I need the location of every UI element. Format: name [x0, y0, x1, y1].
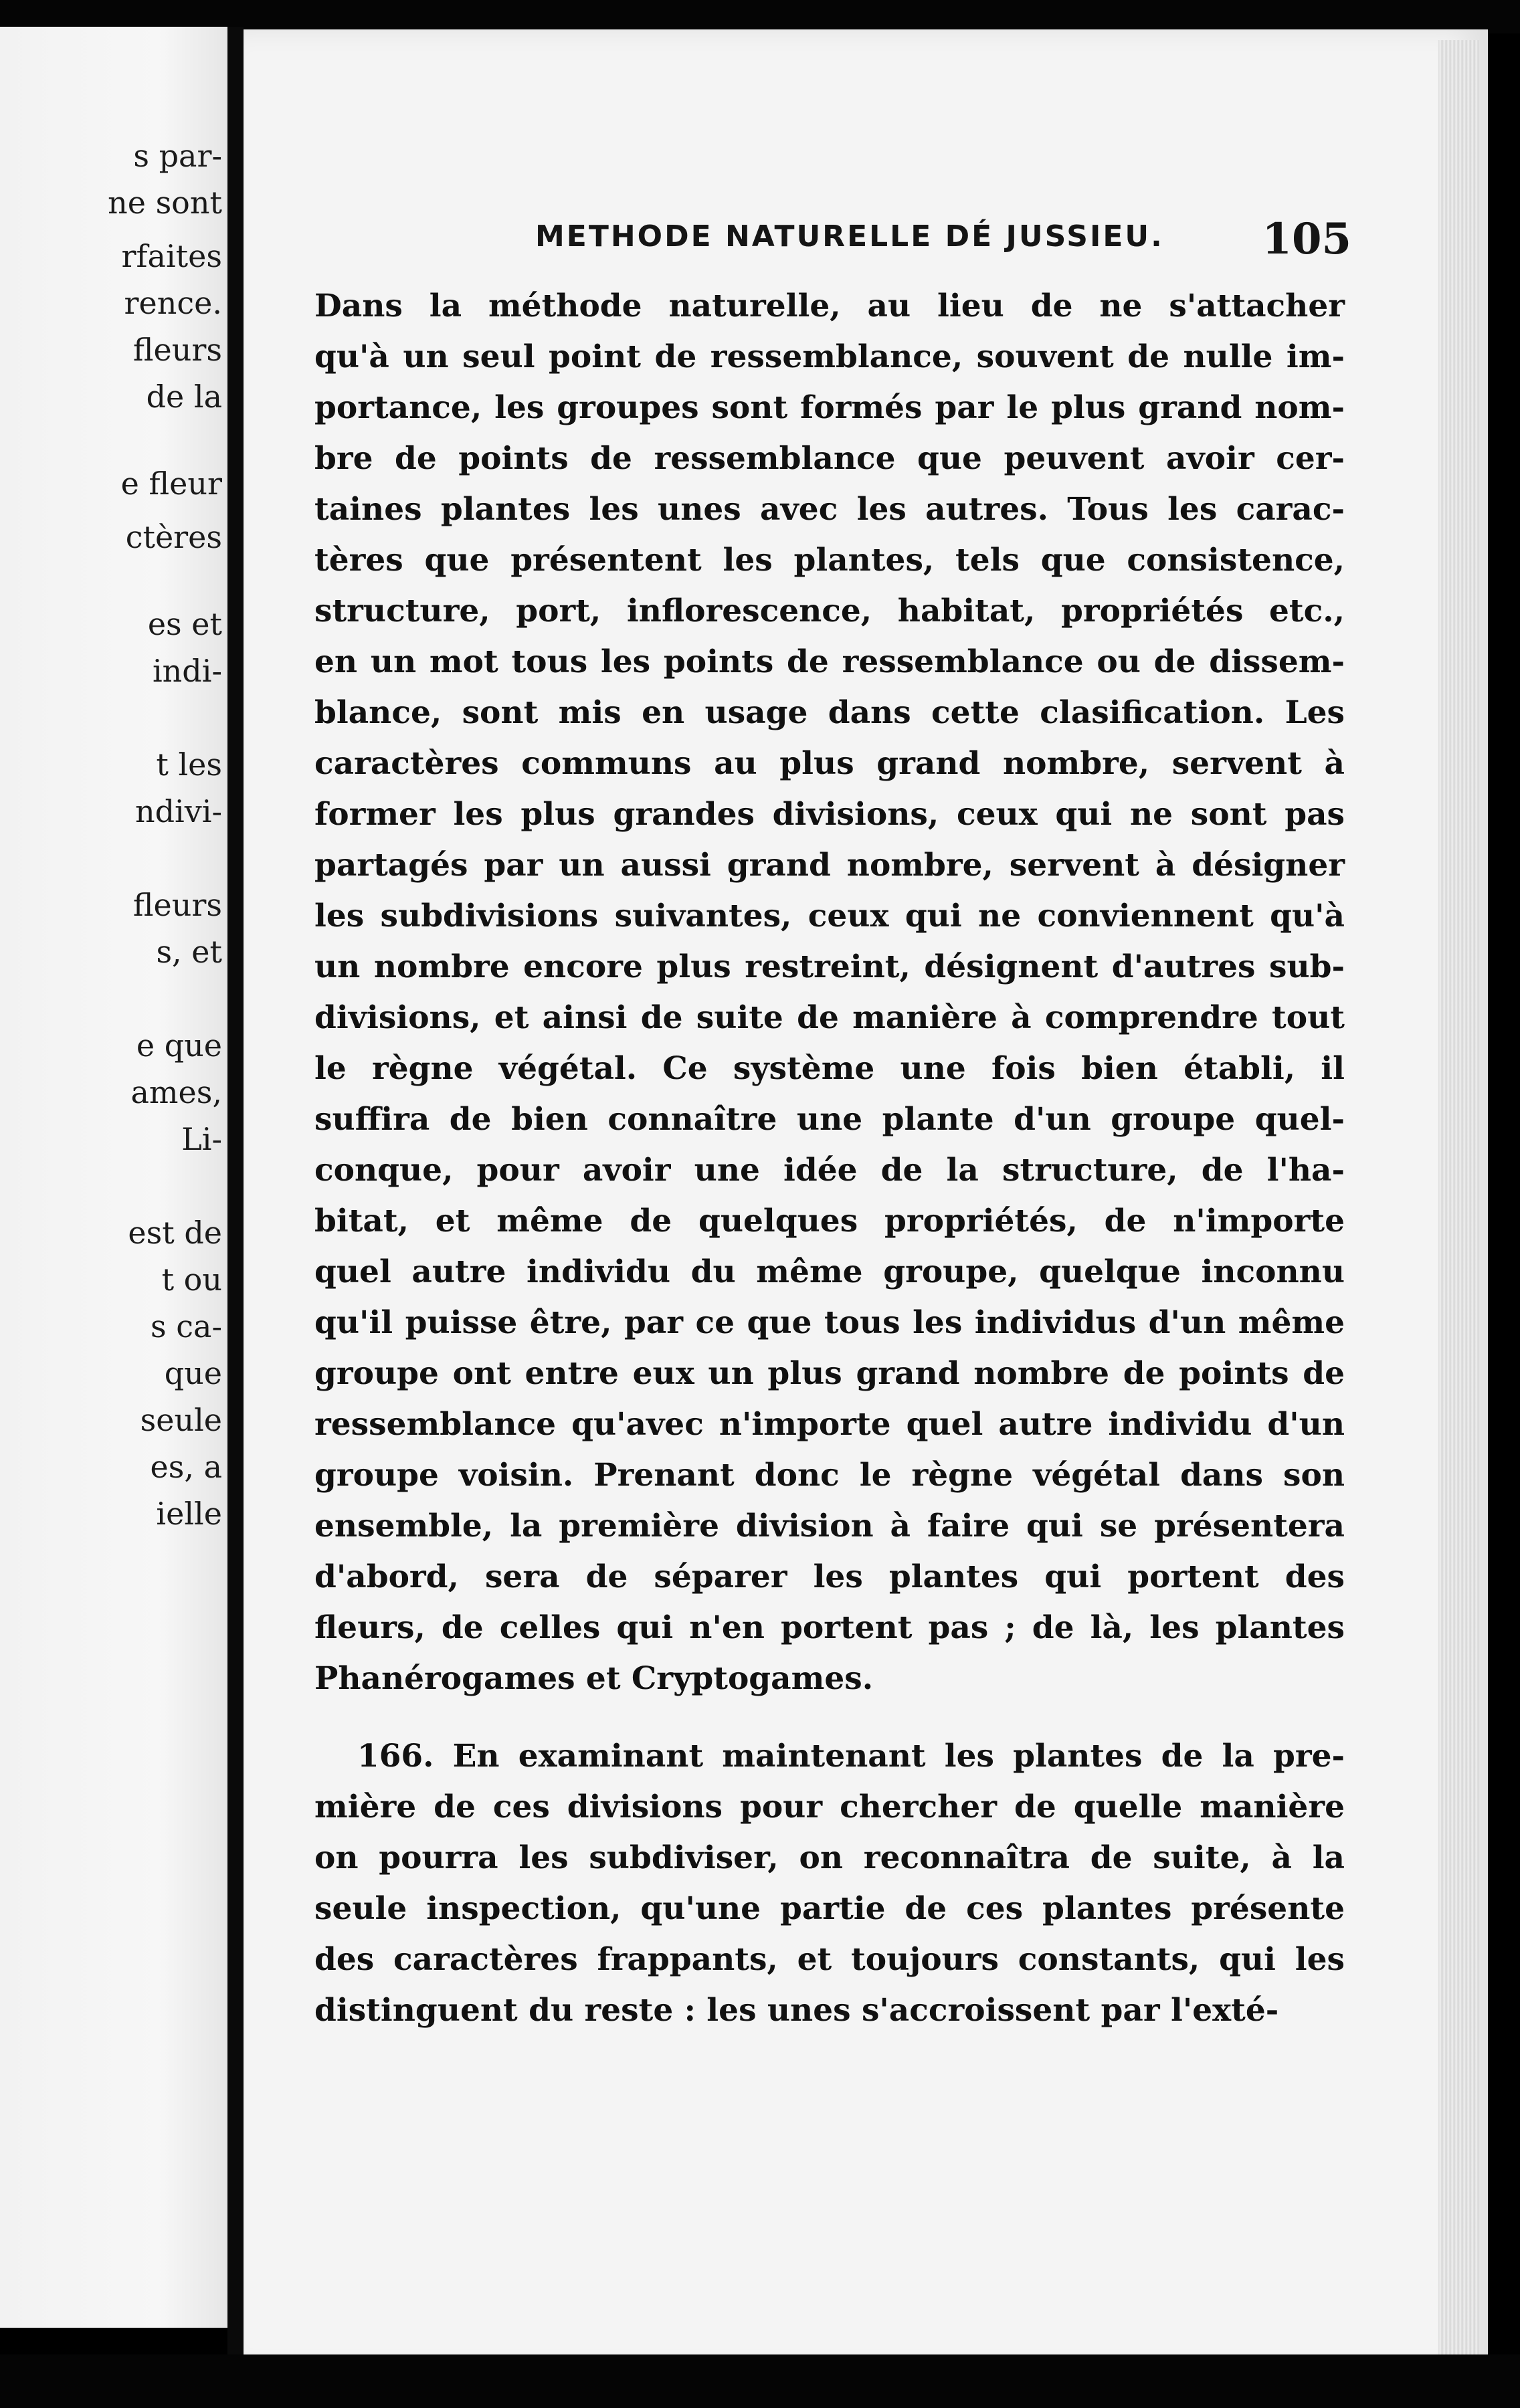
paragraph-1 [314, 281, 1345, 1704]
text-line: seule inspection, qu'une partie de ces plantes présente [314, 1890, 1345, 1927]
text-line: former les plus grandes divisions, ceux qui ne sont pas [314, 796, 1345, 833]
previous-page-line-fragment: indi- [152, 653, 222, 689]
paragraph-2 [314, 1731, 1345, 2036]
previous-page-line-fragment: fleurs [132, 332, 222, 368]
scan-bottom-border [0, 2354, 1520, 2408]
running-header [294, 214, 1351, 264]
text-line: Dans la méthode naturelle, au lieu de ne s'attacher [314, 288, 1345, 324]
previous-page-line-fragment: ne sont [108, 185, 222, 221]
text-line: groupe voisin. Prenant donc le règne végétal dans son [314, 1457, 1345, 1494]
previous-page-line-fragment: s, et [156, 934, 222, 970]
text-line: Phanérogames et Cryptogames. [314, 1660, 874, 1697]
previous-page-line-fragment: s par- [133, 138, 222, 174]
previous-page-line-fragment: ielle [156, 1496, 222, 1532]
text-line: fleurs, de celles qui n'en portent pas ; de là, les plantes [314, 1609, 1345, 1646]
text-line: conque, pour avoir une idée de la structure, de l'ha- [314, 1152, 1345, 1189]
previous-page-text-column [107, 27, 227, 2328]
text-line: ressemblance qu'avec n'importe quel autre individu d'un [314, 1406, 1345, 1443]
previous-page-line-fragment: e que [136, 1027, 222, 1064]
previous-page-line-fragment: seule [140, 1402, 222, 1438]
text-line: on pourra les subdiviser, on reconnaîtra de suite, à la [314, 1839, 1345, 1876]
previous-page-fragment [0, 27, 227, 2328]
running-title: METHODE NATURELLE DÉ JUSSIEU. [535, 219, 1164, 254]
previous-page-line-fragment: ctères [125, 519, 222, 555]
text-line: caractères communs au plus grand nombre, servent à [314, 745, 1345, 782]
text-line: divisions, et ainsi de suite de manière à comprendre tout [314, 999, 1345, 1036]
text-line: distinguent du reste : les unes s'accroissent par l'exté- [314, 1992, 1279, 2029]
page-stack-edge [1438, 40, 1479, 2354]
text-line: 166. En examinant maintenant les plantes de la pre- [357, 1738, 1345, 1775]
body-text [314, 281, 1345, 2036]
text-line: groupe ont entre eux un plus grand nombre de points de [314, 1355, 1345, 1392]
text-line: suffira de bien connaître une plante d'un groupe quel- [314, 1101, 1345, 1138]
text-line: un nombre encore plus restreint, désignent d'autres sub- [314, 948, 1345, 985]
previous-page-line-fragment: fleurs [132, 887, 222, 923]
previous-page-line-fragment: de la [146, 379, 222, 415]
page-number: 105 [1262, 214, 1351, 264]
previous-page-line-fragment: t ou [161, 1262, 222, 1298]
previous-page-line-fragment: e fleur [120, 466, 222, 502]
previous-page-line-fragment: rfaites [121, 238, 222, 274]
text-line: taines plantes les unes avec les autres. Tous les carac- [314, 491, 1345, 528]
book-binding-gutter [227, 27, 244, 2408]
previous-page-line-fragment: rence. [124, 285, 222, 321]
text-line: qu'il puisse être, par ce que tous les individus d'un même [314, 1304, 1345, 1341]
text-line: en un mot tous les points de ressemblance ou de dissem- [314, 643, 1345, 680]
previous-page-line-fragment: es et [147, 606, 222, 642]
text-line: le règne végétal. Ce système une fois bien établi, il [314, 1050, 1345, 1087]
text-line: des caractères frappants, et toujours constants, qui les [314, 1941, 1345, 1978]
previous-page-line-fragment: est de [128, 1215, 222, 1251]
text-line: ensemble, la première division à faire qui se présentera [314, 1508, 1345, 1544]
text-line: partagés par un aussi grand nombre, servent à désigner [314, 847, 1345, 884]
previous-page-line-fragment: t les [156, 746, 222, 783]
previous-page-line-fragment: s ca- [151, 1308, 222, 1344]
text-line: bitat, et même de quelques propriétés, de n'importe [314, 1203, 1345, 1239]
previous-page-line-fragment: Li- [181, 1121, 222, 1157]
previous-page-line-fragment: es, a [150, 1449, 222, 1485]
text-line: tères que présentent les plantes, tels que consistence, [314, 542, 1345, 579]
text-line: les subdivisions suivantes, ceux qui ne conviennent qu'à [314, 898, 1345, 934]
text-line: portance, les groupes sont formés par le plus grand nom- [314, 389, 1345, 426]
text-line: quel autre individu du même groupe, quelque inconnu [314, 1253, 1345, 1290]
previous-page-line-fragment: ames, [130, 1074, 222, 1110]
text-line: qu'à un seul point de ressemblance, souvent de nulle im- [314, 338, 1345, 375]
text-line: d'abord, sera de séparer les plantes qui portent des [314, 1559, 1345, 1595]
previous-page-line-fragment: ndivi- [134, 793, 222, 829]
text-line: structure, port, inflorescence, habitat, propriétés etc., [314, 593, 1345, 629]
text-line: bre de points de ressemblance que peuvent avoir cer- [314, 440, 1345, 477]
text-line: blance, sont mis en usage dans cette clasification. Les [314, 694, 1345, 731]
previous-page-line-fragment: que [164, 1355, 222, 1391]
text-line: mière de ces divisions pour chercher de quelle manière [314, 1789, 1345, 1825]
